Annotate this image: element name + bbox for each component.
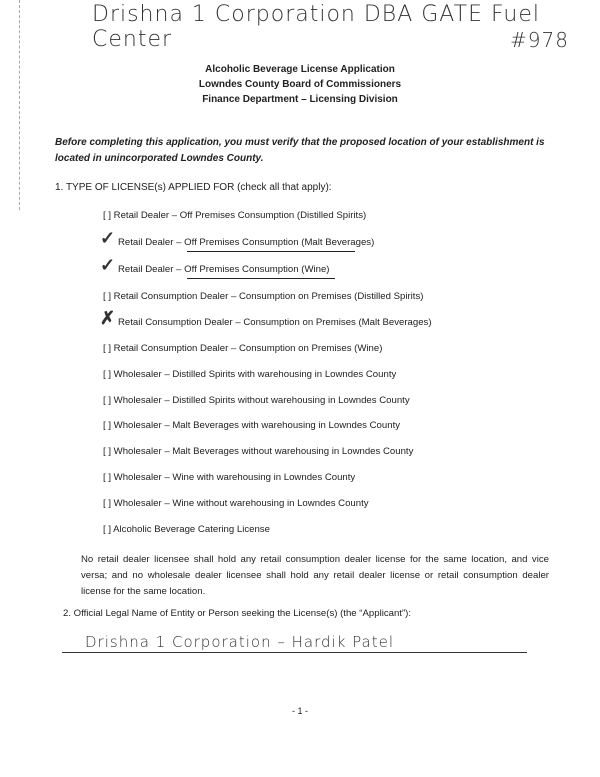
license-restriction-note: No retail dealer licensee shall hold any retail consumption dealer license for the same location, and vice versa; and no wholesale dealer licensee shall hold any retail dealer license or retail consumption dealer license for the same location.: [81, 554, 549, 597]
license-label: Retail Consumption Dealer – Consumption on Premises (Malt Beverages): [118, 317, 432, 328]
license-option[interactable]: [ ] Wholesaler – Wine without warehousing in Lowndes County: [103, 498, 369, 509]
applicant-name-field[interactable]: Drishna 1 Corporation – Hardik Patel: [85, 633, 394, 651]
license-label: Retail Dealer – Off Premises Consumption (Wine): [118, 264, 330, 275]
question-2: 2. Official Legal Name of Entity or Person seeking the License(s) (the “Applicant”):: [63, 608, 412, 619]
scribbled-checkmark-icon: ✗: [100, 308, 116, 328]
checkmark-icon: ✓: [100, 255, 116, 275]
license-option[interactable]: [ ] Wholesaler – Malt Beverages with warehousing in Lowndes County: [103, 420, 401, 431]
handwritten-number: #978: [510, 28, 569, 52]
page-number: - 1 -: [291, 706, 308, 716]
handwritten-header: Drishna 1 Corporation DBA GATE Fuel Center: [92, 2, 541, 52]
checkmark-icon: ✓: [100, 228, 116, 248]
license-label: Retail Dealer – Off Premises Consumption (Malt Beverages): [118, 237, 375, 248]
license-option[interactable]: [ ] Alcoholic Beverage Catering License: [103, 524, 270, 535]
license-option[interactable]: [ ] Retail Consumption Dealer – Consumption on Premises (Distilled Spirits): [103, 291, 424, 302]
license-option[interactable]: [ ] Wholesaler – Distilled Spirits without warehousing in Lowndes County: [103, 395, 410, 406]
license-option[interactable]: [ ] Wholesaler – Wine with warehousing in Lowndes County: [103, 472, 356, 483]
header-board: Lowndes County Board of Commissioners: [198, 79, 402, 90]
license-option[interactable]: [ ] Wholesaler – Distilled Spirits with warehousing in Lowndes County: [103, 369, 397, 380]
license-option[interactable]: [118, 237, 374, 248]
question-1: 1. TYPE OF LICENSE(s) APPLIED FOR (check all that apply):: [55, 182, 332, 193]
header-department: Finance Department – Licensing Division: [202, 94, 398, 105]
license-option[interactable]: [ ] Retail Consumption Dealer – Consumption on Premises (Wine): [103, 343, 383, 354]
applicant-name-line: [62, 652, 527, 653]
license-option[interactable]: [118, 264, 330, 275]
license-option[interactable]: [118, 317, 432, 328]
license-option[interactable]: [ ] Wholesaler – Malt Beverages without warehousing in Lowndes County: [103, 446, 414, 457]
handwritten-underline: [187, 278, 335, 279]
header-title: Alcoholic Beverage License Application: [205, 64, 395, 75]
handwritten-underline: [187, 251, 355, 252]
document-header: [0, 62, 600, 107]
intro-text: Before completing this application, you must verify that the proposed location of your establishment is located in unincorporated Lowndes County.: [55, 137, 545, 164]
license-option[interactable]: [ ] Retail Dealer – Off Premises Consumption (Distilled Spirits): [103, 210, 367, 221]
